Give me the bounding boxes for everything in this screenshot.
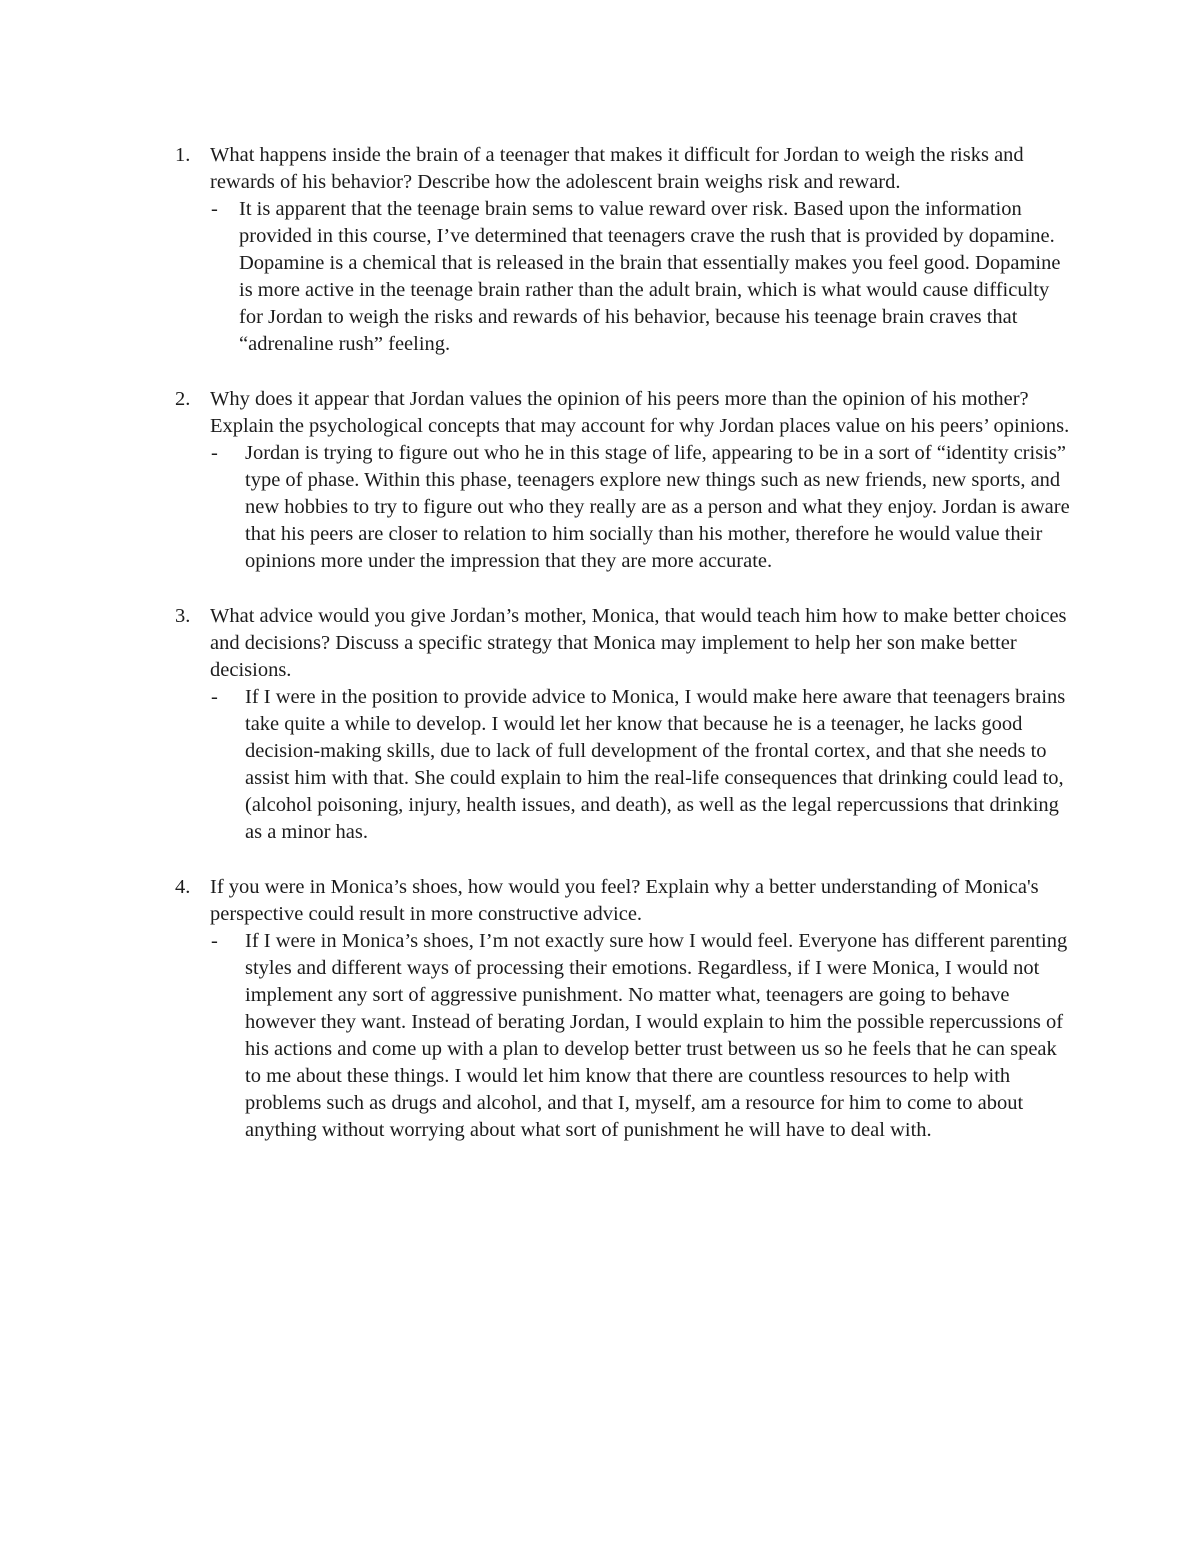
question-text: What advice would you give Jordan’s mother, Monica, that would teach him how to make better choices and decisions? Discuss a specific strategy that Monica may implement to help her son make better decisions. <box>210 605 1067 681</box>
question-number: 3. <box>175 605 191 627</box>
question-item-2 <box>0 386 1200 575</box>
answer-item <box>0 440 1200 575</box>
answer-item <box>0 928 1200 1144</box>
question-item-3 <box>0 603 1200 846</box>
question-list <box>0 142 1200 1172</box>
answer-text: If I were in Monica’s shoes, I’m not exactly sure how I would feel. Everyone has different parenting styles and different ways of processing their emotions. Regardless, if I were Monica, I would not implement any sort of aggressive punishment. No matter what, teenagers are going to behave however they want. Instead of berating Jordan, I would explain to him the possible repercussions of his actions and come up with a plan to develop better trust between us so he feels that he can speak to me about these things. I would let him know that there are countless resources to help with problems such as drugs and alcohol, and that I, myself, am a resource for him to come to about anything without worrying about what sort of punishment he will have to deal with. <box>245 930 1068 1141</box>
question-number: 4. <box>175 876 191 898</box>
answer-text: It is apparent that the teenage brain sems to value reward over risk. Based upon the information provided in this course, I’ve determined that teenagers crave the rush that is provided by dopamine. Dopamine is a chemical that is released in the brain that essentially makes you feel good. Dopamine is more active in the teenage brain rather than the adult brain, which is what would cause difficulty for Jordan to weigh the risks and rewards of his behavior, because his teenage brain craves that “adrenaline rush” feeling. <box>239 198 1061 355</box>
answer-bullet: - <box>211 686 218 708</box>
question-number: 1. <box>175 144 191 166</box>
answer-text: If I were in the position to provide advice to Monica, I would make here aware that teenagers brains take quite a while to develop. I would let her know that because he is a teenager, he lacks good decision-making skills, due to lack of full development of the frontal cortex, and that she needs to assist him with that. She could explain to him the real-life consequences that drinking could lead to, (alcohol poisoning, injury, health issues, and death), as well as the legal repercussions that drinking as a minor has. <box>245 686 1066 843</box>
question-number: 2. <box>175 388 191 410</box>
question-item-4 <box>0 874 1200 1144</box>
answer-item <box>0 684 1200 846</box>
question-text: If you were in Monica’s shoes, how would you feel? Explain why a better understanding of Monica's perspective could result in more constructive advice. <box>210 876 1039 925</box>
question-item-1 <box>0 142 1200 358</box>
answer-item <box>0 196 1200 358</box>
answer-bullet: - <box>211 442 218 464</box>
answer-bullet: - <box>211 198 218 220</box>
question-text: What happens inside the brain of a teenager that makes it difficult for Jordan to weigh the risks and rewards of his behavior? Describe how the adolescent brain weighs risk and reward. <box>210 144 1024 193</box>
answer-text: Jordan is trying to figure out who he in this stage of life, appearing to be in a sort of “identity crisis” type of phase. Within this phase, teenagers explore new things such as new friends, new sports, and new hobbies to try to figure out who they really are as a person and what they enjoy. Jordan is aware that his peers are closer to relation to him socially than his mother, therefore he would value their opinions more under the impression that they are more accurate. <box>245 442 1070 572</box>
answer-bullet: - <box>211 930 218 952</box>
question-text: Why does it appear that Jordan values the opinion of his peers more than the opinion of his mother? Explain the psychological concepts that may account for why Jordan places value on his peers’ opinions. <box>210 388 1070 437</box>
